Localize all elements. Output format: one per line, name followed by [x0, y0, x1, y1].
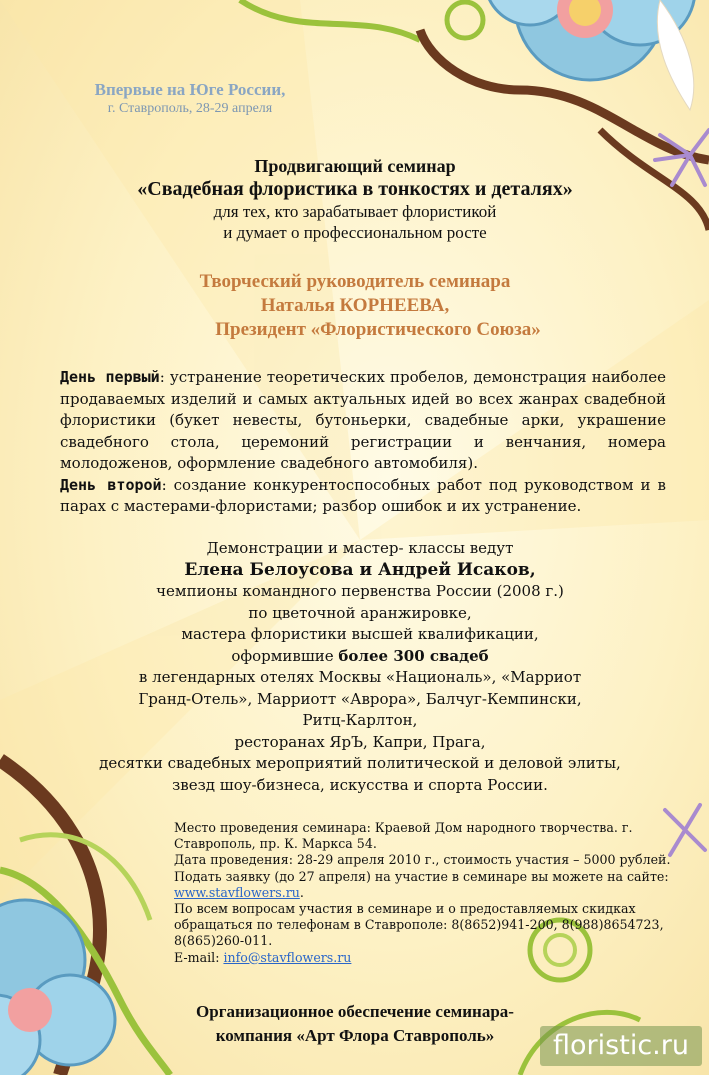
apply-prefix: Подать заявку (до 27 апреля) на участие в семинаре вы можете на сайте: — [174, 868, 669, 884]
day-one-text: : устранение теоретических пробелов, демонстрация наиболее продаваемых изделий и самых актуальных идей во всех жанрах свадебной флористики (букет невесты, бутоньерки, свадебные арки, украшение свадебного стола, церемоний регистрации и венчания, номера молодоженов, оформление свадебного автомобиля). — [60, 368, 666, 472]
site-link[interactable]: www.stavflowers.ru — [174, 884, 300, 900]
intro-first-time: Впервые на Юге России, — [94, 80, 286, 99]
apply-text — [174, 869, 689, 901]
organizer-block — [130, 1000, 580, 1048]
masters-line-7: Ритц-Карлтон, — [302, 711, 418, 729]
seminar-title-block — [60, 156, 650, 243]
seminar-name: «Свадебная флористика в тонкостях и деталях» — [137, 178, 573, 200]
program-block — [60, 367, 666, 518]
masters-line-3: мастера флористики высшей квалификации, — [181, 625, 539, 643]
day-one-label: День первый — [60, 368, 160, 386]
masters-names: Елена Белоусова и Андрей Исаков, — [184, 559, 536, 580]
leader-title: Президент «Флористического Союза» — [215, 319, 541, 340]
leader-name: Наталья КОРНЕЕВА, — [260, 295, 450, 316]
email-line — [174, 950, 689, 966]
masters-line-4 — [60, 646, 660, 668]
day-two-text: : создание конкурентоспособных работ под руководством и в парах с мастерами-флористами; разбор ошибок и их устранение. — [60, 475, 666, 515]
intro-city-dates: г. Ставрополь, 28-29 апреля — [107, 101, 273, 116]
info-block — [174, 820, 689, 966]
masters-line-6: Гранд-Отель», Марриотт «Аврора», Балчуг-Кемпински, — [138, 689, 582, 708]
leader-role: Творческий руководитель семинара — [199, 271, 511, 292]
contacts-text: По всем вопросам участия в семинаре и о предоставляемых скидках обращаться по телефонам в Ставрополе: 8(8652)941-200, 8(988)8654723, 8(865)260-011. — [174, 901, 664, 949]
blue-flower-bottom — [0, 900, 115, 1075]
apply-end: . — [299, 884, 304, 900]
intro-block — [60, 80, 320, 117]
brown-vine-top — [420, 30, 709, 160]
day-two-label: День второй — [60, 475, 162, 494]
venue-text: Место проведения семинара: Краевой Дом народного творчества. г. Ставрополь, пр. К. Маркса 54. — [174, 820, 633, 852]
masters-line-8: ресторанах ЯрЪ, Капри, Прага, — [234, 732, 486, 751]
green-vine-bottom-2 — [20, 835, 150, 920]
top-green-vine — [240, 0, 420, 40]
brown-vine-bottom — [0, 760, 100, 1075]
email-link[interactable]: info@stavflowers.ru — [223, 949, 352, 965]
masters-line-10: звезд шоу-бизнеса, искусства и спорта России. — [172, 775, 548, 794]
white-petal — [657, 0, 693, 110]
masters-line-1: чемпионы командного первенства России (2008 г.) — [156, 582, 564, 600]
leader-block — [70, 270, 640, 342]
day-two-paragraph — [60, 475, 666, 518]
blue-flower-top — [485, 0, 695, 80]
day-one-paragraph — [60, 367, 666, 475]
dates-text: Дата проведения: 28-29 апреля 2010 г., стоимость участия – 5000 рублей. — [174, 852, 671, 868]
masters-line-2: по цветочной аранжировке, — [248, 603, 472, 622]
top-spiral — [447, 2, 483, 38]
masters-block — [60, 538, 660, 796]
seminar-audience-1: для тех, кто зарабатывает флористикой — [213, 202, 497, 221]
organizer-line-1: Организационное обеспечение семинара- — [196, 1002, 514, 1021]
masters-line-4-prefix: оформившие — [231, 646, 339, 665]
watermark-logo: floristic.ru — [540, 1026, 702, 1066]
organizer-line-2: компания «Арт Флора Ставрополь» — [215, 1026, 495, 1045]
weddings-count: более 300 свадеб — [338, 646, 489, 665]
masters-intro: Демонстрации и мастер- классы ведут — [206, 539, 514, 557]
masters-line-9: десятки свадебных мероприятий политической и деловой элиты, — [99, 754, 621, 772]
email-label: E-mail: — [174, 949, 224, 965]
masters-line-5: в легендарных отелях Москвы «Националь», «Марриот — [138, 668, 582, 686]
seminar-kind: Продвигающий семинар — [254, 156, 456, 176]
purple-star-flower — [655, 130, 709, 185]
seminar-audience-2: и думает о профессиональном росте — [223, 223, 487, 242]
